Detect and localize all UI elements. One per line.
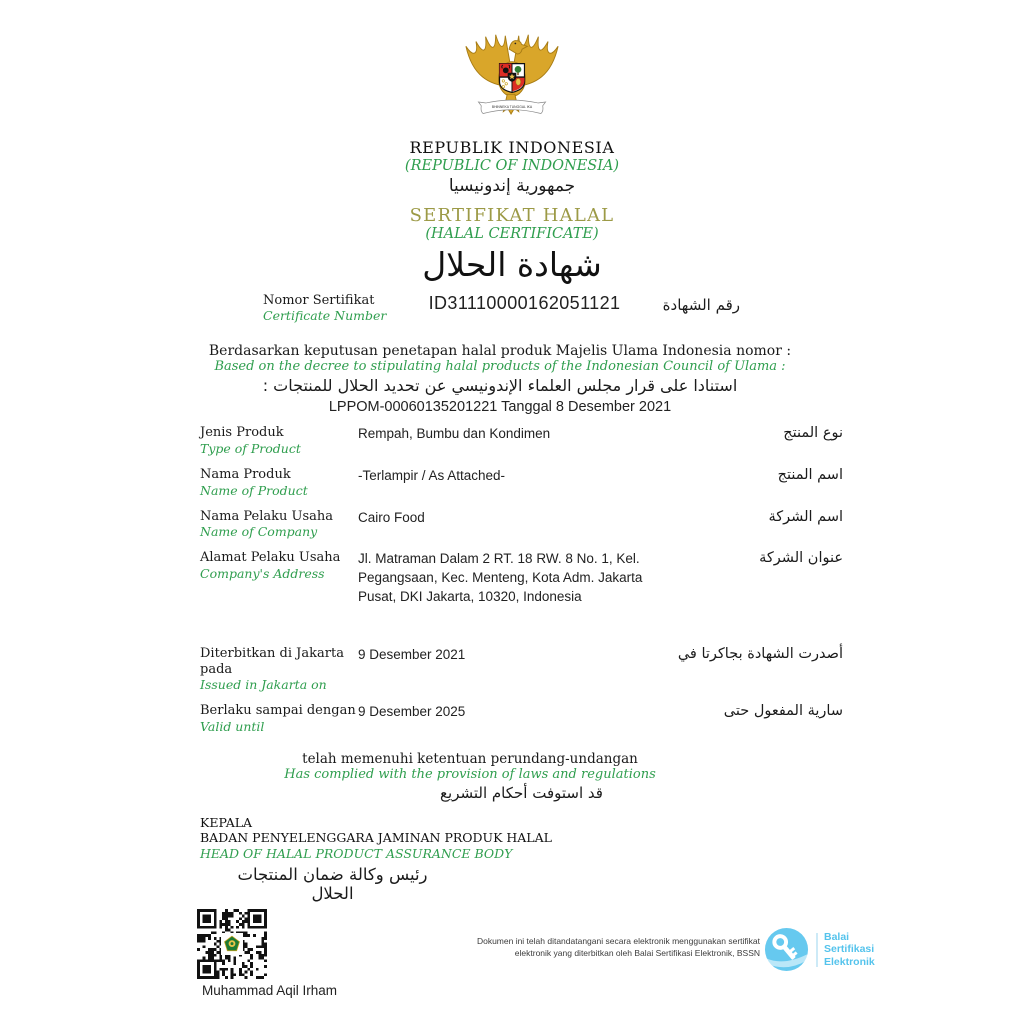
field-label-ar: عنوان الشركة: [759, 550, 843, 567]
certificate-number-label-en: Certificate Number: [263, 308, 387, 324]
compliance-line-en: Has complied with the provision of laws and regulations: [284, 766, 656, 782]
kemenag-logo: [221, 933, 243, 955]
field-label-en: Name of Company: [200, 524, 318, 540]
emblem-motto-text: BHINNEKA TUNGGAL IKA: [491, 105, 533, 110]
field-label: [200, 646, 358, 692]
country-name-en: (REPUBLIC OF INDONESIA): [404, 158, 620, 174]
field-label-ar: أصدرت الشهادة بجاكرتا في: [677, 645, 843, 662]
bsre-logo-text: [824, 931, 875, 968]
electronic-signature-note-line2: elektronik yang diterbitkan oleh Balai Sertifikasi Elektronik, BSSN: [514, 947, 760, 958]
decree-block: [0, 343, 1000, 415]
certificate-title-ar: شهادة الحلال: [422, 245, 602, 284]
electronic-signature-note-line1: Dokumen ini telah ditandatangani secara elektronik menggunakan sertifikat: [476, 936, 760, 946]
certificate-title-en: (HALAL CERTIFICATE): [425, 226, 599, 242]
field-label-id: Nama Produk: [200, 467, 291, 483]
qr-code: [197, 909, 267, 979]
garuda-pancasila-emblem: [457, 30, 567, 126]
field-row: [200, 646, 843, 692]
field-label-en: Valid until: [200, 718, 265, 734]
certificate-number-value: ID31110000162051121: [428, 292, 621, 313]
certificate-number-label-id: Nomor Sertifikat: [263, 292, 375, 308]
field-row: [200, 550, 843, 607]
bsre-divider: [816, 933, 818, 967]
field-label-id: Jenis Produk: [200, 425, 284, 441]
field-label: [200, 703, 358, 734]
bsre-text-line3: Elektronik: [824, 955, 875, 968]
bsre-logo: [764, 927, 875, 972]
field-label-ar: سارية المفعول حتى: [723, 703, 843, 720]
country-name: REPUBLIK INDONESIA: [409, 138, 615, 157]
field-value: Cairo Food: [358, 509, 425, 525]
field-label: [200, 467, 358, 498]
compliance-block: [0, 751, 1024, 802]
bsre-text-line1: Balai: [824, 930, 850, 943]
field-value: Rempah, Bumbu dan Kondimen: [358, 426, 551, 442]
field-label-en: Issued in Jakarta on: [200, 677, 327, 693]
signatory-title-ar: رئيس وكالة ضمان المنتجات الحلال: [237, 864, 428, 903]
certificate-number-label-ar: رقم الشهادة: [662, 295, 740, 314]
bsre-key-icon: [764, 927, 809, 972]
decree-line-ar: استنادا على قرار مجلس العلماء الإندونيسي عن تحديد الحلال للمنتجات :: [262, 376, 738, 396]
field-row: [200, 467, 843, 498]
field-label-en: Company's Address: [200, 565, 325, 581]
field-label: [200, 509, 358, 540]
compliance-line-ar: قد استوفت أحكام التشريع: [440, 783, 603, 802]
bsre-text-line2: Sertifikasi: [824, 943, 875, 956]
field-label-en: Type of Product: [200, 441, 301, 457]
pancasila-shield: [500, 64, 525, 93]
field-label-id: Nama Pelaku Usaha: [200, 508, 333, 524]
field-label: [200, 550, 358, 607]
field-label-ar: اسم الشركة: [768, 508, 843, 525]
signatory-title-line1: KEPALA: [200, 814, 253, 830]
field-row: [200, 703, 843, 734]
field-value: 9 Desember 2025: [358, 704, 466, 720]
signatory-name: Muhammad Aqil Irham: [202, 982, 338, 998]
decree-line-en: Based on the decree to stipulating halal products of the Indonesian Council of Ulama :: [214, 359, 786, 375]
field-label-en: Name of Product: [200, 482, 308, 498]
electronic-signature-note: [477, 936, 760, 960]
certificate-title: SERTIFIKAT HALAL: [409, 205, 615, 226]
field-label-ar: نوع المنتج: [783, 425, 843, 442]
signatory-title-en: HEAD OF HALAL PRODUCT ASSURANCE BODY: [200, 845, 513, 861]
field-row: [200, 509, 843, 540]
signatory-block: [200, 815, 1024, 998]
field-label-ar: اسم المنتج: [777, 467, 843, 484]
field-row: [200, 425, 843, 456]
decree-line-id: Berdasarkan keputusan penetapan halal produk Majelis Ulama Indonesia nomor :: [208, 343, 792, 360]
field-value: 9 Desember 2021: [358, 646, 466, 662]
compliance-line-id: telah memenuhi ketentuan perundang-undangan: [302, 750, 638, 767]
field-value: Jl. Matraman Dalam 2 RT. 18 RW. 8 No. 1, Kel. Pegangsaan, Kec. Menteng, Kota Adm. Jakarta Pusat, DKI Jakarta, 10320, Indonesia: [358, 551, 643, 605]
field-label-id: Berlaku sampai dengan: [200, 703, 356, 719]
certificate-number-label: [263, 293, 386, 324]
decree-reference-number: LPPOM-00060135201221 Tanggal 8 Desember 2021: [328, 399, 672, 416]
country-name-ar: جمهورية إندونيسيا: [448, 176, 576, 196]
field-label: [200, 425, 358, 456]
field-value: -Terlampir / As Attached-: [358, 468, 506, 484]
certificate-number-row: [263, 293, 740, 324]
garuda-emblem-graphic: [457, 30, 567, 126]
certificate-fields: [200, 425, 843, 733]
field-label-id: Diterbitkan di Jakarta pada: [200, 645, 344, 677]
signatory-title-line2: BADAN PENYELENGGARA JAMINAN PRODUK HALAL: [200, 830, 552, 846]
field-label-id: Alamat Pelaku Usaha: [200, 550, 341, 566]
